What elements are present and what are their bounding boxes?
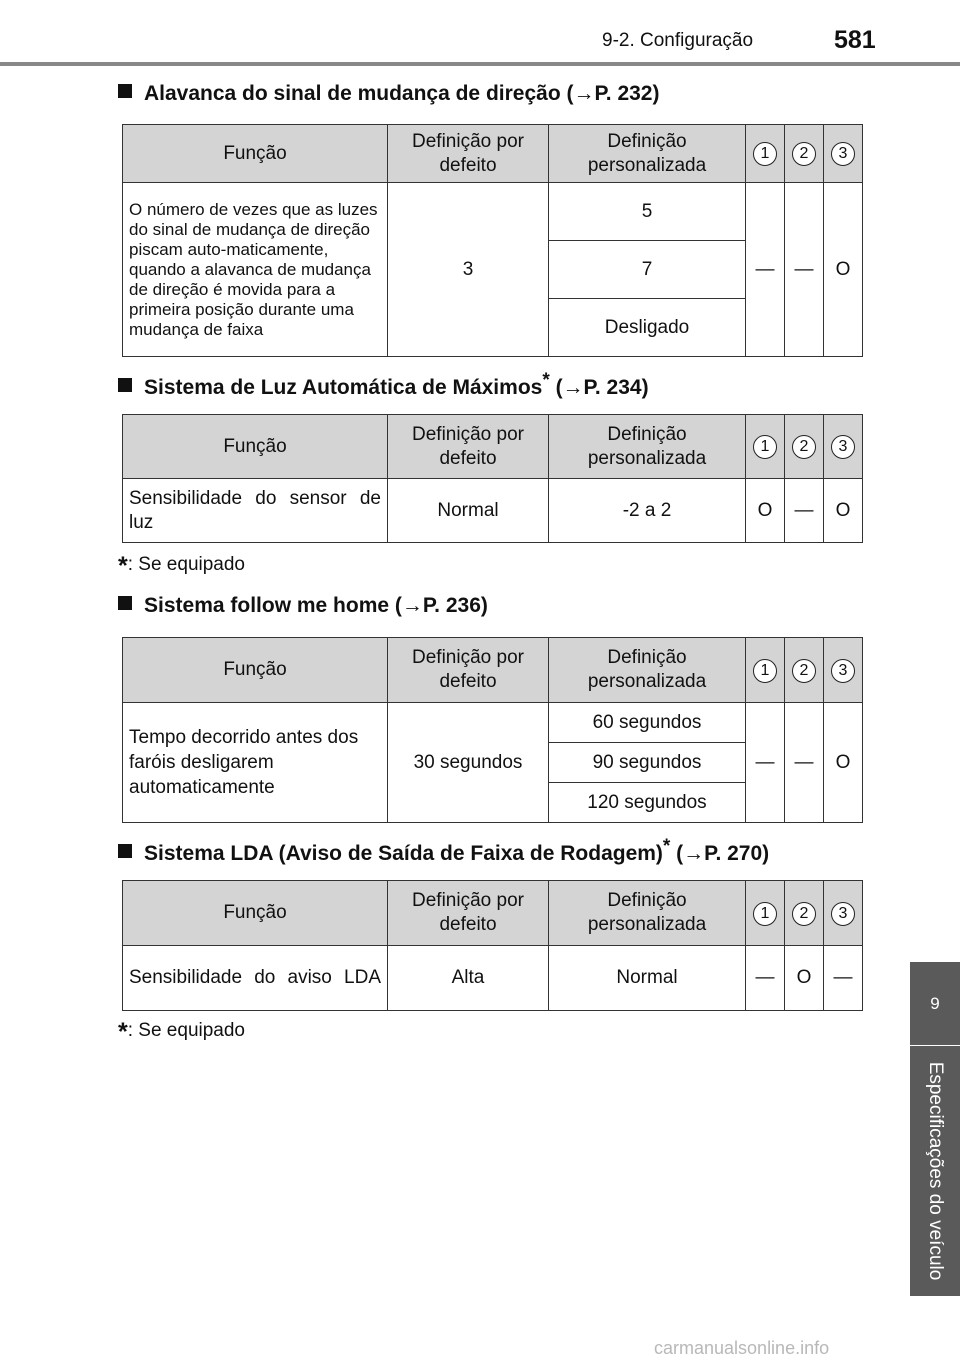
table-lda — [122, 880, 863, 1011]
page-header — [0, 0, 960, 64]
chapter-title-tab — [910, 1046, 960, 1296]
mark-cell-2: — — [785, 183, 824, 357]
mark-cell-3: O — [824, 183, 863, 357]
mark-cell-3: — — [824, 946, 863, 1011]
col-header-default: Definição por defeito — [388, 881, 549, 946]
header-divider — [0, 62, 960, 66]
section-heading-follow-me-home: Sistema follow me home (→P. 236) — [118, 594, 488, 618]
footnote: *: Se equipado — [118, 552, 245, 580]
default-cell: Alta — [388, 946, 549, 1011]
section-heading-auto-high-beam: Sistema de Luz Automática de Máximos* (→P. 234) — [118, 370, 649, 400]
function-cell: Sensibilidade do aviso LDA — [123, 946, 388, 1011]
circled-number-1-icon: 1 — [753, 142, 777, 166]
asterisk: * — [542, 370, 550, 391]
circled-number-3-icon: 3 — [831, 142, 855, 166]
mark-cell-1: — — [746, 703, 785, 823]
col-header-default: Definição por defeito — [388, 638, 549, 703]
col-header-custom: Definição personalizada — [549, 415, 746, 479]
default-cell: Normal — [388, 479, 549, 543]
circled-number-2-icon: 2 — [792, 435, 816, 459]
square-bullet-icon — [118, 378, 132, 392]
table-follow-me-home — [122, 637, 863, 823]
col-header-function: Função — [123, 415, 388, 479]
section-heading-lda: Sistema LDA (Aviso de Saída de Faixa de Rodagem)* (→P. 270) — [118, 836, 769, 866]
circled-number-1-icon: 1 — [753, 659, 777, 683]
table-auto-high-beam — [122, 414, 863, 543]
circled-number-2-icon: 2 — [792, 142, 816, 166]
circled-number-3-icon: 3 — [831, 659, 855, 683]
col-header-custom: Definição personalizada — [549, 638, 746, 703]
table-turn-signal — [122, 124, 863, 357]
custom-cell: 7 — [549, 241, 746, 299]
chapter-number-tab: 9 — [910, 962, 960, 1045]
chapter-title: Especificações do veículo — [925, 1061, 946, 1281]
col-header-function: Função — [123, 881, 388, 946]
mark-cell-1: O — [746, 479, 785, 543]
circled-number-1-icon: 1 — [753, 902, 777, 926]
footnote: *: Se equipado — [118, 1018, 245, 1046]
custom-cell: -2 a 2 — [549, 479, 746, 543]
col-header-function: Função — [123, 125, 388, 183]
mark-cell-1: — — [746, 183, 785, 357]
mark-cell-3: O — [824, 479, 863, 543]
custom-cell: 60 segundos — [549, 703, 746, 743]
default-cell: 30 segundos — [388, 703, 549, 823]
mark-cell-2: — — [785, 703, 824, 823]
custom-cell: 120 segundos — [549, 783, 746, 823]
custom-cell: Normal — [549, 946, 746, 1011]
square-bullet-icon — [118, 84, 132, 98]
page-number: 581 — [834, 26, 876, 54]
function-cell: O número de vezes que as luzes do sinal de mudança de direção piscam auto-maticamente, quando a alavanca de mudança de direção é movida para a primeira posição durante uma mudança de faixa — [123, 183, 388, 357]
col-header-custom: Definição personalizada — [549, 881, 746, 946]
square-bullet-icon — [118, 844, 132, 858]
custom-cell: 5 — [549, 183, 746, 241]
mark-cell-2: — — [785, 479, 824, 543]
section-heading-turn-signal: Alavanca do sinal de mudança de direção (→P. 232) — [118, 82, 659, 106]
section-title: 9-2. Configuração — [602, 30, 754, 51]
col-header-custom: Definição personalizada — [549, 125, 746, 183]
asterisk: * — [662, 836, 671, 857]
col-header-function: Função — [123, 638, 388, 703]
mark-cell-3: O — [824, 703, 863, 823]
function-cell: Tempo decorrido antes dos faróis desligarem automaticamente — [123, 703, 388, 823]
custom-cell: Desligado — [549, 299, 746, 357]
circled-number-2-icon: 2 — [792, 659, 816, 683]
col-header-default: Definição por defeito — [388, 125, 549, 183]
circled-number-3-icon: 3 — [831, 902, 855, 926]
col-header-default: Definição por defeito — [388, 415, 549, 479]
default-cell: 3 — [388, 183, 549, 357]
function-cell: Sensibilidade do sensor de luz — [123, 479, 388, 543]
circled-number-1-icon: 1 — [753, 435, 777, 459]
watermark: carmanualsonline.info — [654, 1338, 830, 1358]
circled-number-3-icon: 3 — [831, 435, 855, 459]
custom-cell: 90 segundos — [549, 743, 746, 783]
square-bullet-icon — [118, 596, 132, 610]
mark-cell-1: — — [746, 946, 785, 1011]
circled-number-2-icon: 2 — [792, 902, 816, 926]
mark-cell-2: O — [785, 946, 824, 1011]
